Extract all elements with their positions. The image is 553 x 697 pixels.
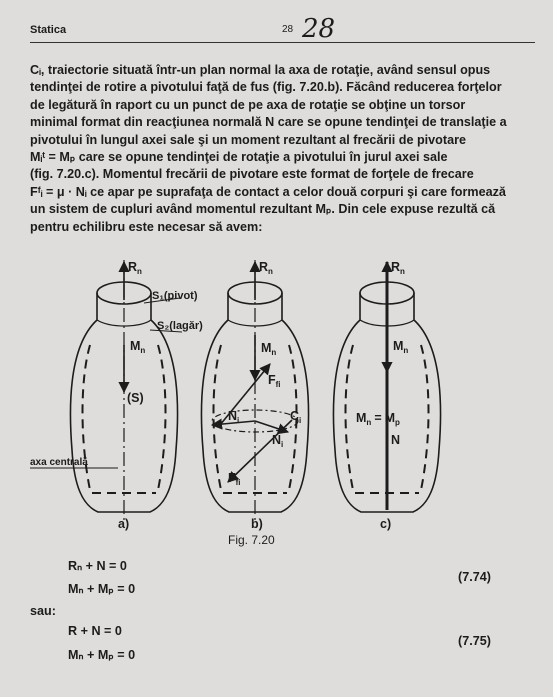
label-Ffi-top: $F_{fi}$ <box>268 373 281 389</box>
equation-number-7-74: (7.74) <box>458 570 491 584</box>
equation-number-7-75: (7.75) <box>458 634 491 648</box>
page-number: 28 <box>282 24 294 35</box>
label-Rn-c: $R_n$ <box>391 260 405 276</box>
label-Mn-a: $M_n$ <box>130 339 146 355</box>
equation-7-75-b: Mₙ + Mₚ = 0 <box>68 648 136 662</box>
text-line: Mᵢᵗ = Mₚ care se opune tendinţei de rotaţie a pivotului în jurul axei sale <box>30 150 448 165</box>
pivot-b-drawing <box>201 260 308 520</box>
text-line: tendinţei de rotire a pivotului faţă de fus (fig. 7.20.b). Făcând reducerea forţelor <box>30 80 502 95</box>
label-Ni-right: $N_i$ <box>272 433 284 449</box>
text-line: de legătură în raport cu un punct de pe axa de rotaţie se obţine un torsor <box>30 97 466 112</box>
label-Ffi-bottom: $F_{fi}$ <box>228 471 241 487</box>
label-Mn-b: $M_n$ <box>261 341 277 357</box>
text-line: pivotului în lungul axei sale şi un moment rezultant al frecării de pivotare <box>30 132 466 147</box>
pivot-c-drawing <box>333 262 440 512</box>
label-S: (S) <box>127 391 144 405</box>
label-N-c: N <box>391 433 401 447</box>
label-b: b) <box>251 517 263 531</box>
label-S1: S₁(pivot) <box>152 290 198 302</box>
running-title: Statica <box>30 24 67 36</box>
figure-caption: Fig. 7.20 <box>228 533 275 547</box>
label-axa-centrala: axa centrală <box>30 457 88 468</box>
label-Mn-c: $M_n$ <box>393 339 409 355</box>
label-c: c) <box>380 517 392 531</box>
text-line: un sistem de cupluri având momentul rezultant Mₚ. Din cele expuse rezultă că <box>30 202 496 217</box>
text-line: Cᵢ, traiectorie situată într-un plan normal la axa de rotaţie, având sensul opus <box>30 63 491 77</box>
label-S2: S₂(lagăr) <box>157 320 203 332</box>
handwritten-page-number: 28 <box>302 14 336 44</box>
label-Ci: $C_i$ <box>290 409 302 425</box>
label-Rn-a: $R_n$ <box>128 260 142 276</box>
label-Mn-eq-Mp: $M_n = M_p$ <box>356 411 400 427</box>
text-line: minimal format din reacţiunea normală N care se opune tendinţei de translaţie a <box>30 115 507 130</box>
text-line: (fig. 7.20.c). Momentul frecării de pivotare este format de forţele de frecare <box>30 167 474 182</box>
label-a: a) <box>118 517 130 531</box>
text-line: Fᶠᵢ = μ · Nᵢ ce apar pe suprafaţa de contact a celor două corpuri şi care formează <box>30 184 506 199</box>
equation-7-74-b: Mₙ + Mₚ = 0 <box>68 582 136 596</box>
equation-7-75-a: R + N = 0 <box>68 624 122 638</box>
label-Rn-b: $R_n$ <box>259 260 273 276</box>
sau-label: sau: <box>30 604 56 618</box>
equation-7-74-a: Rₙ + N = 0 <box>68 559 127 573</box>
text-line: pentru echilibru este necesar să avem: <box>30 219 263 234</box>
label-Ni-left: $N_i$ <box>228 409 240 425</box>
